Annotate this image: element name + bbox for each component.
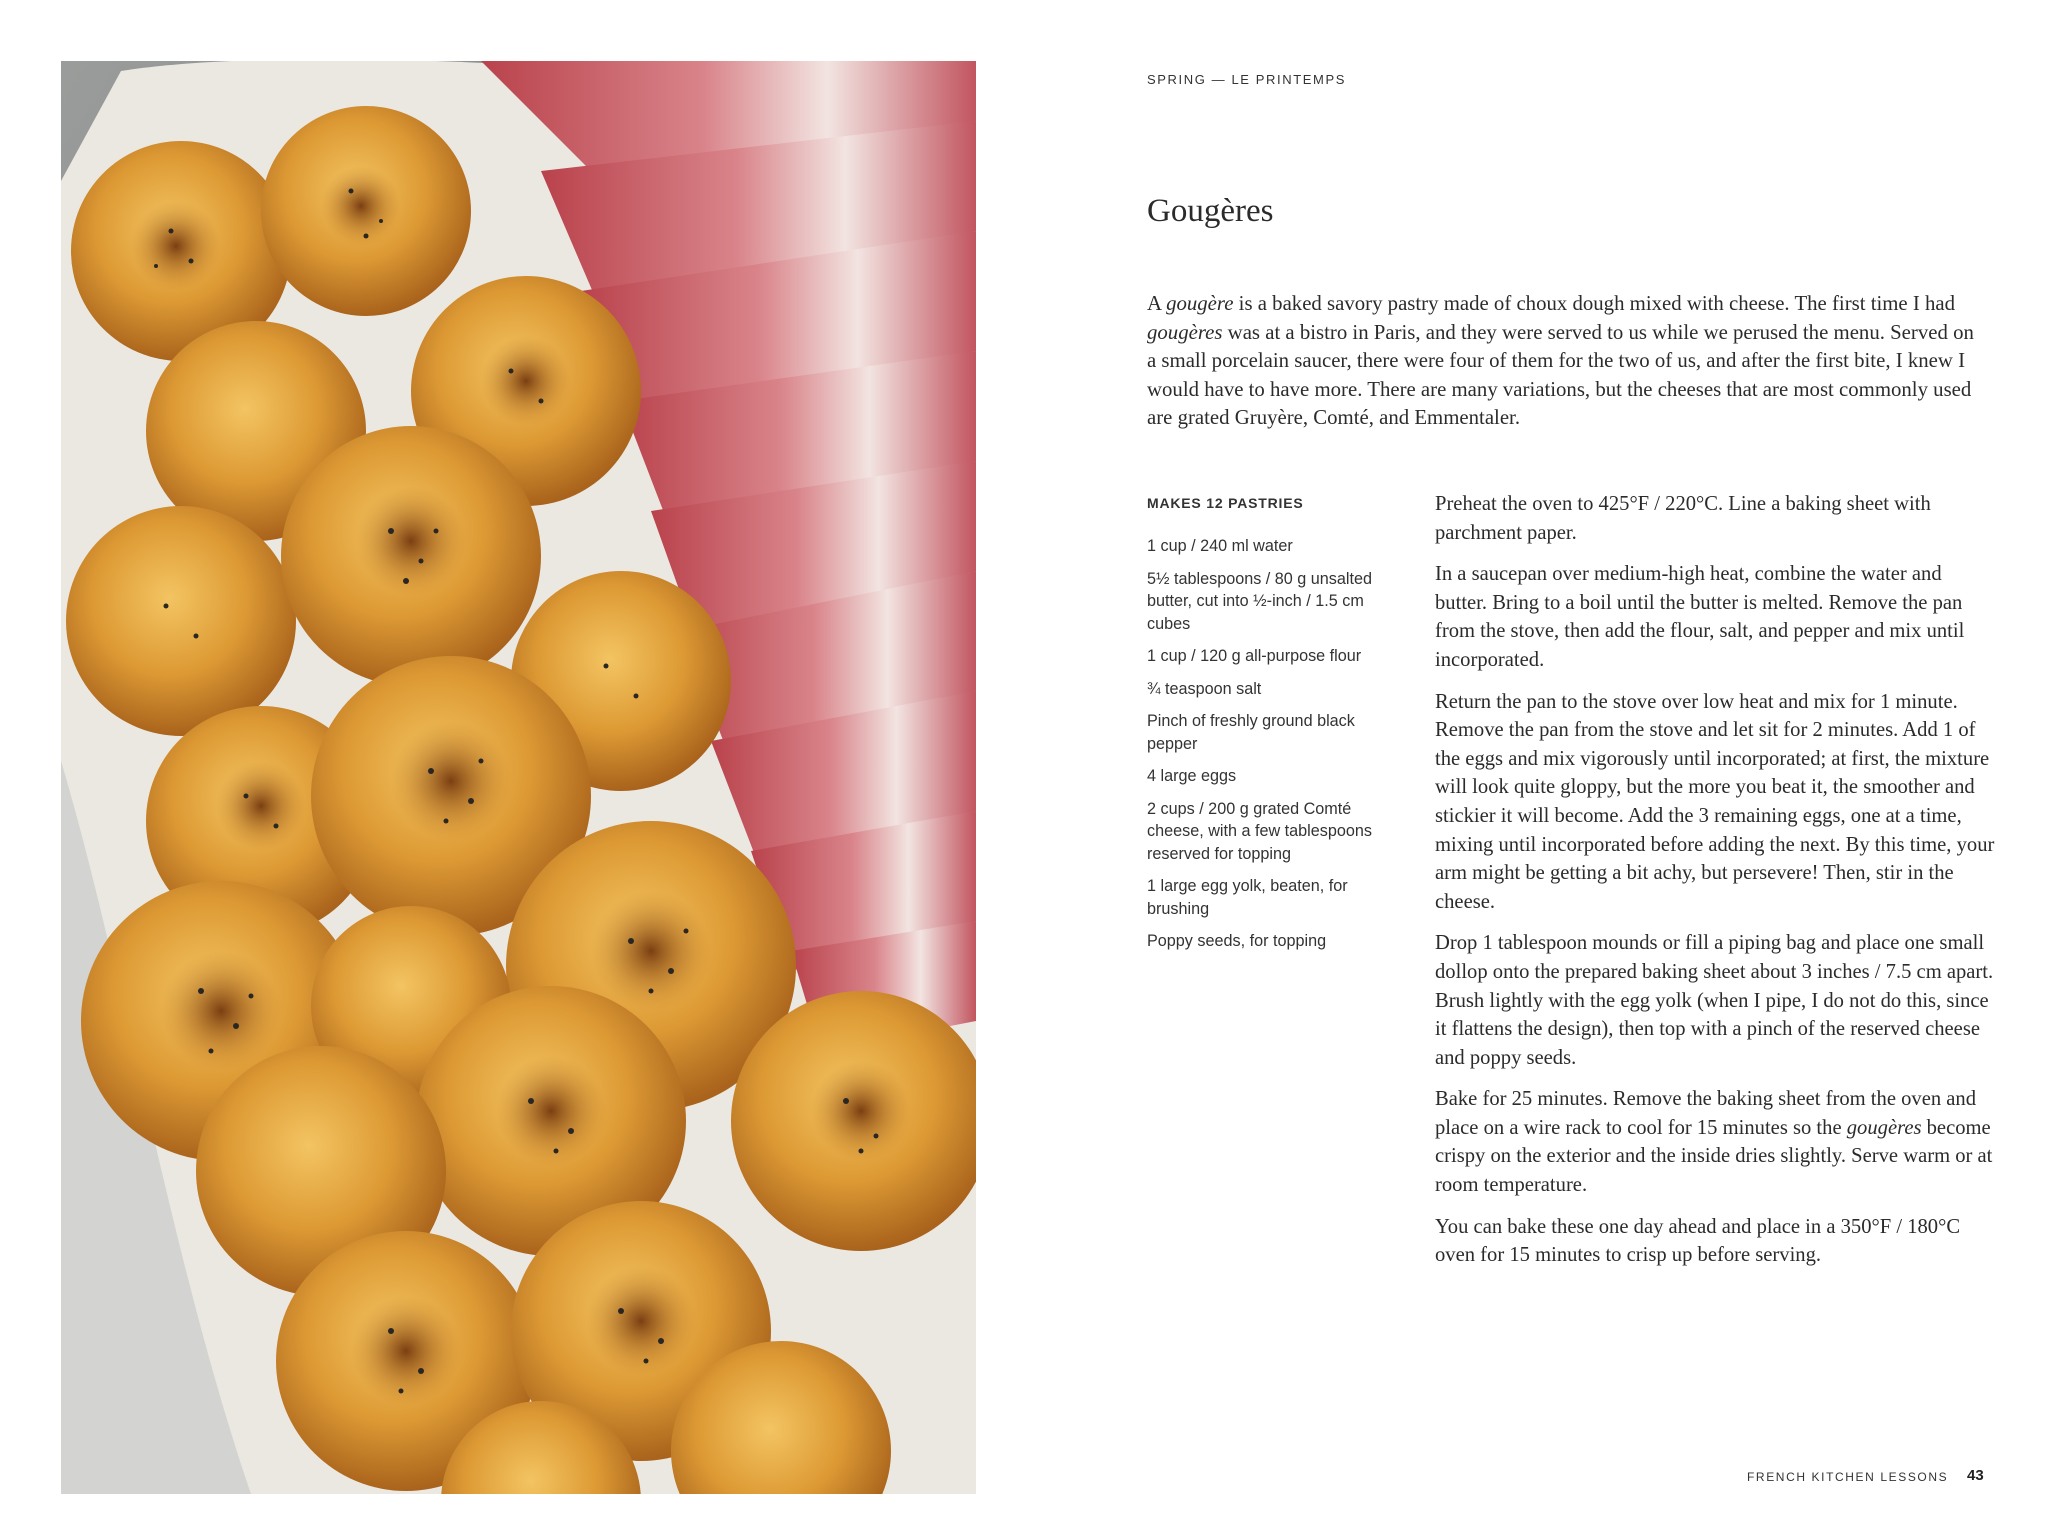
ingredient-item: 4 large eggs — [1147, 767, 1237, 785]
italic-term: gougère — [1166, 292, 1234, 315]
method-step: Return the pan to the stove over low heat and mix for 1 minute. Remove the pan from the stove and let sit for 2 minutes. Add 1 of the eggs and mix vigorously until incorporated; at first, the mixture will look quite gloppy, but the more you beat it, the smoother and stickier it will become. Add the 3 remaining eggs, one at a time, mixing until incorporated before adding the next. By this time, your arm might be getting a bit achy, but persevere! Then, stir in the cheese. — [1435, 690, 1995, 913]
ingredient-item: 2 cups / 200 g grated Comté cheese, with a few tablespoons reserved for topping — [1147, 799, 1372, 863]
recipe-intro: A gougère is a baked savory pastry made of choux dough mixed with cheese. The first time I had gougères was at a bistro in Paris, and they were served to us while we perused the menu. Served on a small porcelain saucer, there were four of them for the two of us, and after the first bite, I knew I would have to have more. There are many variations, but the cheeses that are most commonly used are grated Gruyère, Comté, and Emmentaler. — [1147, 292, 1974, 429]
page-number: 43 — [1967, 1467, 1984, 1484]
method-column — [1435, 490, 1995, 1283]
italic-term: gougères — [1147, 320, 1223, 344]
method-step: In a saucepan over medium-high heat, combine the water and butter. Bring to a boil until the butter is melted. Remove the pan from the stove, then add the flour, salt, and pepper and mix until incorporated. — [1435, 563, 1965, 671]
method-step: Drop 1 tablespoon mounds or fill a piping bag and place one small dollop onto the prepared baking sheet about 3 inches / 7.5 cm apart. Brush lightly with the egg yolk (when I pipe, I do not do this, since it flattens the design), then top with a pinch of the reserved cheese and poppy seeds. — [1435, 932, 1994, 1069]
recipe-photo — [61, 61, 976, 1494]
running-footer: FRENCH KITCHEN LESSONS — [1747, 1470, 1949, 1484]
ingredient-item: Pinch of freshly ground black pepper — [1147, 712, 1355, 753]
ingredient-item: Poppy seeds, for topping — [1147, 932, 1327, 950]
ingredient-item: 1 large egg yolk, beaten, for brushing — [1147, 877, 1348, 918]
method-step: You can bake these one day ahead and place in a 350°F / 180°C oven for 15 minutes to crisp up before serving. — [1435, 1215, 1961, 1267]
ingredient-item: ¾ teaspoon salt — [1147, 679, 1262, 698]
ingredients-column — [1147, 495, 1387, 963]
italic-term: gougères — [1846, 1116, 1922, 1139]
recipe-title: Gougères — [1147, 193, 1274, 229]
ingredient-item: 5½ tablespoons / 80 g unsalted butter, cut into ½-inch / 1.5 cm cubes — [1147, 569, 1372, 633]
method-step: Preheat the oven to 425°F / 220°C. Line a baking sheet with parchment paper. — [1435, 493, 1931, 544]
ingredient-item: 1 cup / 120 g all-purpose flour — [1147, 647, 1362, 665]
gougeres-photo-illustration — [61, 61, 976, 1494]
recipe-yield: MAKES 12 PASTRIES — [1147, 495, 1304, 511]
section-label: SPRING — LE PRINTEMPS — [1147, 72, 1347, 87]
ingredient-list — [1147, 535, 1387, 953]
ingredient-item: 1 cup / 240 ml water — [1147, 537, 1293, 555]
method-step: Bake for 25 minutes. Remove the baking sheet from the oven and place on a wire rack to cool for 15 minutes so the gougères become crispy on the exterior and the inside dries slightly. Serve warm or at room temperature. — [1435, 1088, 1993, 1197]
